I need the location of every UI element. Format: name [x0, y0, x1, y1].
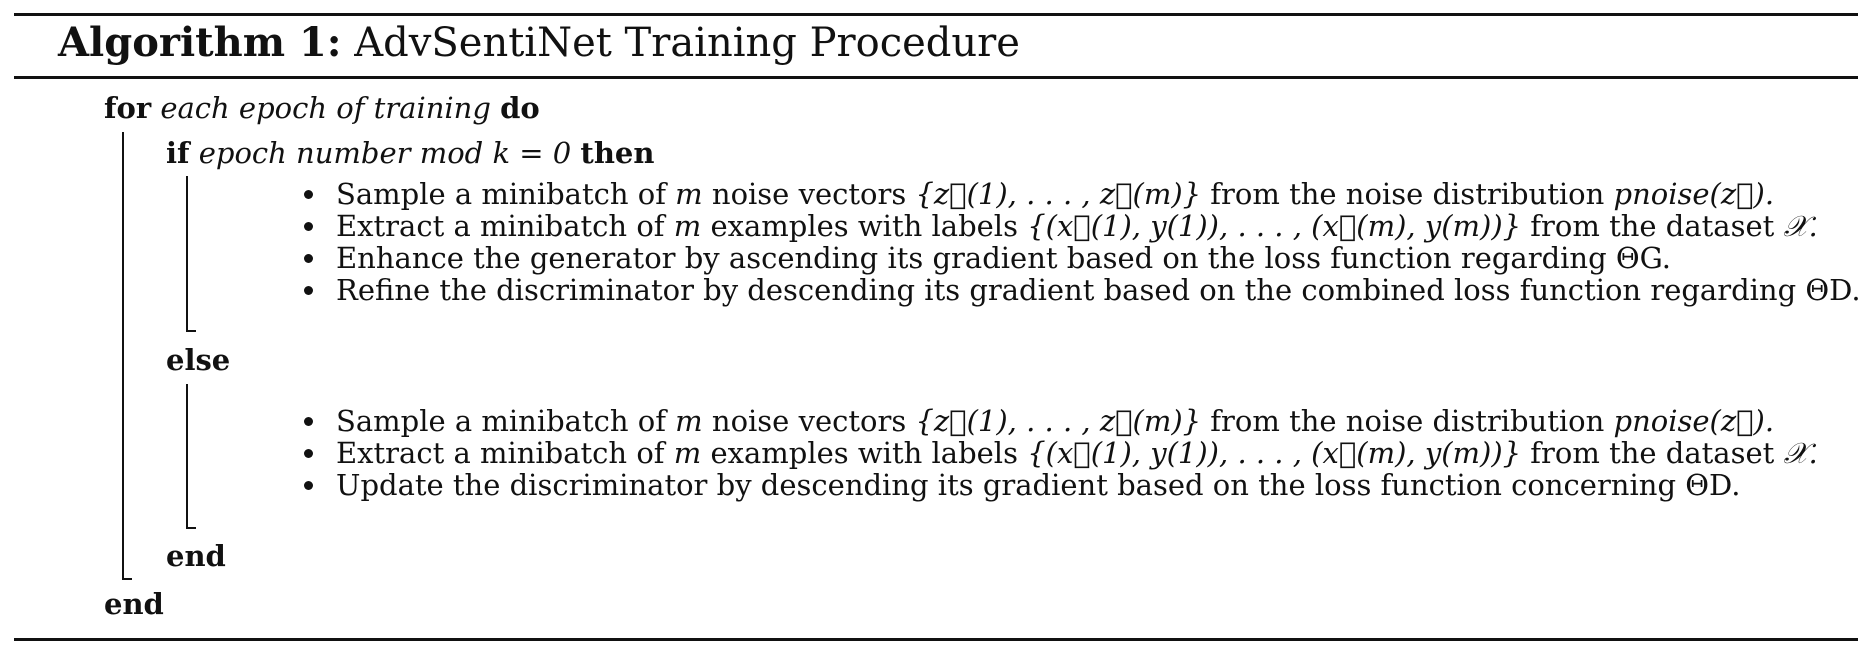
algorithm-label: Algorithm 1:: [58, 19, 342, 66]
list-item: Extract a minibatch of m examples with labels {(x⃗(1), y(1)), . . . , (x⃗(m), y(m))} from the dataset 𝒳.: [300, 210, 1861, 242]
else-keyword: else: [166, 343, 231, 377]
else-line: [166, 342, 230, 378]
list-item: Extract a minibatch of m examples with labels {(x⃗(1), y(1)), . . . , (x⃗(m), y(m))} from the dataset 𝒳.: [300, 437, 1818, 469]
top-rule: [14, 13, 1858, 16]
else-step-list: [300, 405, 1818, 501]
for-block-bar: [122, 132, 124, 580]
do-keyword: do: [500, 91, 540, 125]
caption-rule: [14, 76, 1858, 79]
if-line: [166, 135, 654, 171]
for-keyword: for: [104, 91, 152, 125]
list-item: Refine the discriminator by descending its gradient based on the combined loss function regarding ΘD.: [300, 274, 1861, 306]
if-keyword: if: [166, 136, 190, 170]
algorithm-caption: [58, 18, 1020, 68]
end-if-keyword: end: [166, 539, 226, 573]
algorithm-title: AdvSentiNet Training Procedure: [354, 20, 1020, 66]
end-for-line: [104, 586, 164, 622]
for-condition: each epoch of training: [160, 91, 491, 125]
list-item: Sample a minibatch of m noise vectors {z⃗(1), . . . , z⃗(m)} from the noise distribution pnoise(z⃗).: [300, 405, 1818, 437]
if-condition: epoch number mod k = 0: [198, 136, 572, 170]
bottom-rule: [14, 638, 1858, 641]
then-keyword: then: [580, 136, 655, 170]
list-item: Update the discriminator by descending its gradient based on the loss function concerning ΘD.: [300, 469, 1818, 501]
end-for-keyword: end: [104, 587, 164, 621]
list-item: Sample a minibatch of m noise vectors {z⃗(1), . . . , z⃗(m)} from the noise distribution pnoise(z⃗).: [300, 178, 1861, 210]
else-block-tick: [186, 527, 196, 529]
for-block-tick: [122, 578, 132, 580]
for-line: [104, 90, 540, 126]
else-block-bar: [186, 384, 188, 529]
then-step-list: [300, 178, 1861, 306]
then-block-bar: [186, 176, 188, 332]
list-item: Enhance the generator by ascending its gradient based on the loss function regarding ΘG.: [300, 242, 1861, 274]
then-block-tick: [186, 330, 196, 332]
end-if-line: [166, 538, 226, 574]
